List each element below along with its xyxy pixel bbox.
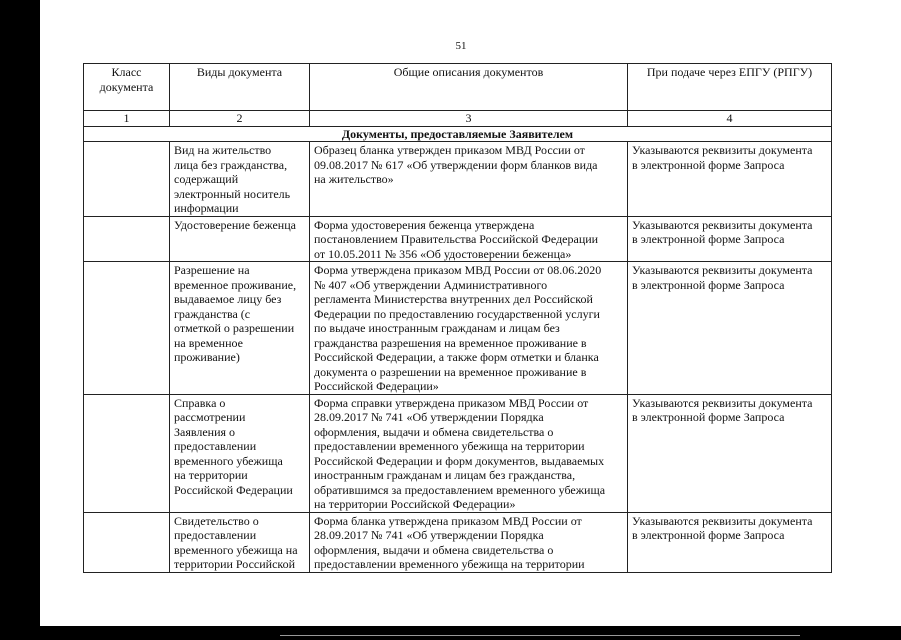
column-number-row	[84, 111, 832, 127]
cell-type: Вид на жительство лица без гражданства, содержащий электронный носитель информации	[170, 142, 310, 217]
cell-class	[84, 216, 170, 262]
cell-class	[84, 262, 170, 395]
column-number: 3	[310, 111, 628, 127]
cell-epgu: Указываются реквизиты документа в электронной форме Запроса	[628, 216, 832, 262]
header-type: Виды документа	[170, 64, 310, 111]
cell-description: Форма удостоверения беженца утверждена постановлением Правительства Российской Федерации от 10.05.2011 № 356 «Об удостоверении беженца»	[310, 216, 628, 262]
page-number: 51	[455, 40, 467, 52]
table-row	[84, 216, 832, 262]
cell-epgu: Указываются реквизиты документа в электронной форме Запроса	[628, 262, 832, 395]
scan-edge-bottom	[40, 626, 901, 640]
column-number: 1	[84, 111, 170, 127]
cell-type: Разрешение на временное проживание, выдаваемое лицу без гражданства (с отметкой о разрешении на временное проживание)	[170, 262, 310, 395]
cell-description: Образец бланка утвержден приказом МВД России от 09.08.2017 № 617 «Об утверждении форм бланков вида на жительство»	[310, 142, 628, 217]
section-row	[84, 126, 832, 142]
header-description: Общие описания документов	[310, 64, 628, 111]
column-number: 2	[170, 111, 310, 127]
cell-description: Форма бланка утверждена приказом МВД России от 28.09.2017 № 741 «Об утверждении Порядка оформления, выдачи и обмена свидетельства о предоставлении временного убежища на территории	[310, 512, 628, 572]
cell-epgu: Указываются реквизиты документа в электронной форме Запроса	[628, 394, 832, 512]
documents-table	[83, 63, 832, 573]
table-header-row	[84, 64, 832, 111]
header-epgu: При подаче через ЕПГУ (РПГУ)	[628, 64, 832, 111]
cell-description: Форма утверждена приказом МВД России от 08.06.2020 № 407 «Об утверждении Административного регламента Министерства внутренних дел Российской Федерации по предоставлению государственной услуги по выдаче иностранным гражданам и лицам без гражданства разрешения на временное проживание в Российской Федерации, а также форм отметки и бланка документа о разрешении на временное проживание в Российской Федерации»	[310, 262, 628, 395]
cell-class	[84, 512, 170, 572]
header-class: Класс документа	[84, 64, 170, 111]
table-row	[84, 142, 832, 217]
cell-epgu: Указываются реквизиты документа в электронной форме Запроса	[628, 142, 832, 217]
cell-class	[84, 394, 170, 512]
table-row	[84, 512, 832, 572]
scan-edge-left	[0, 0, 40, 640]
cell-type: Удостоверение беженца	[170, 216, 310, 262]
cell-epgu: Указываются реквизиты документа в электронной форме Запроса	[628, 512, 832, 572]
column-number: 4	[628, 111, 832, 127]
section-title: Документы, предоставляемые Заявителем	[84, 126, 832, 142]
cell-type: Справка о рассмотрении Заявления о предоставлении временного убежища на территории Российской Федерации	[170, 394, 310, 512]
cell-description: Форма справки утверждена приказом МВД России от 28.09.2017 № 741 «Об утверждении Порядка оформления, выдачи и обмена свидетельства о предоставлении временного убежища на территории Российской Федерации и форм документов, выдаваемых иностранным гражданам и лицам без гражданства, обратившимся за предоставлением временного убежища на территории Российской Федерации»	[310, 394, 628, 512]
table-row	[84, 262, 832, 395]
cell-class	[84, 142, 170, 217]
cell-type: Свидетельство о предоставлении временного убежища на территории Российской	[170, 512, 310, 572]
scan-bottom-rule	[280, 635, 800, 636]
table-row	[84, 394, 832, 512]
